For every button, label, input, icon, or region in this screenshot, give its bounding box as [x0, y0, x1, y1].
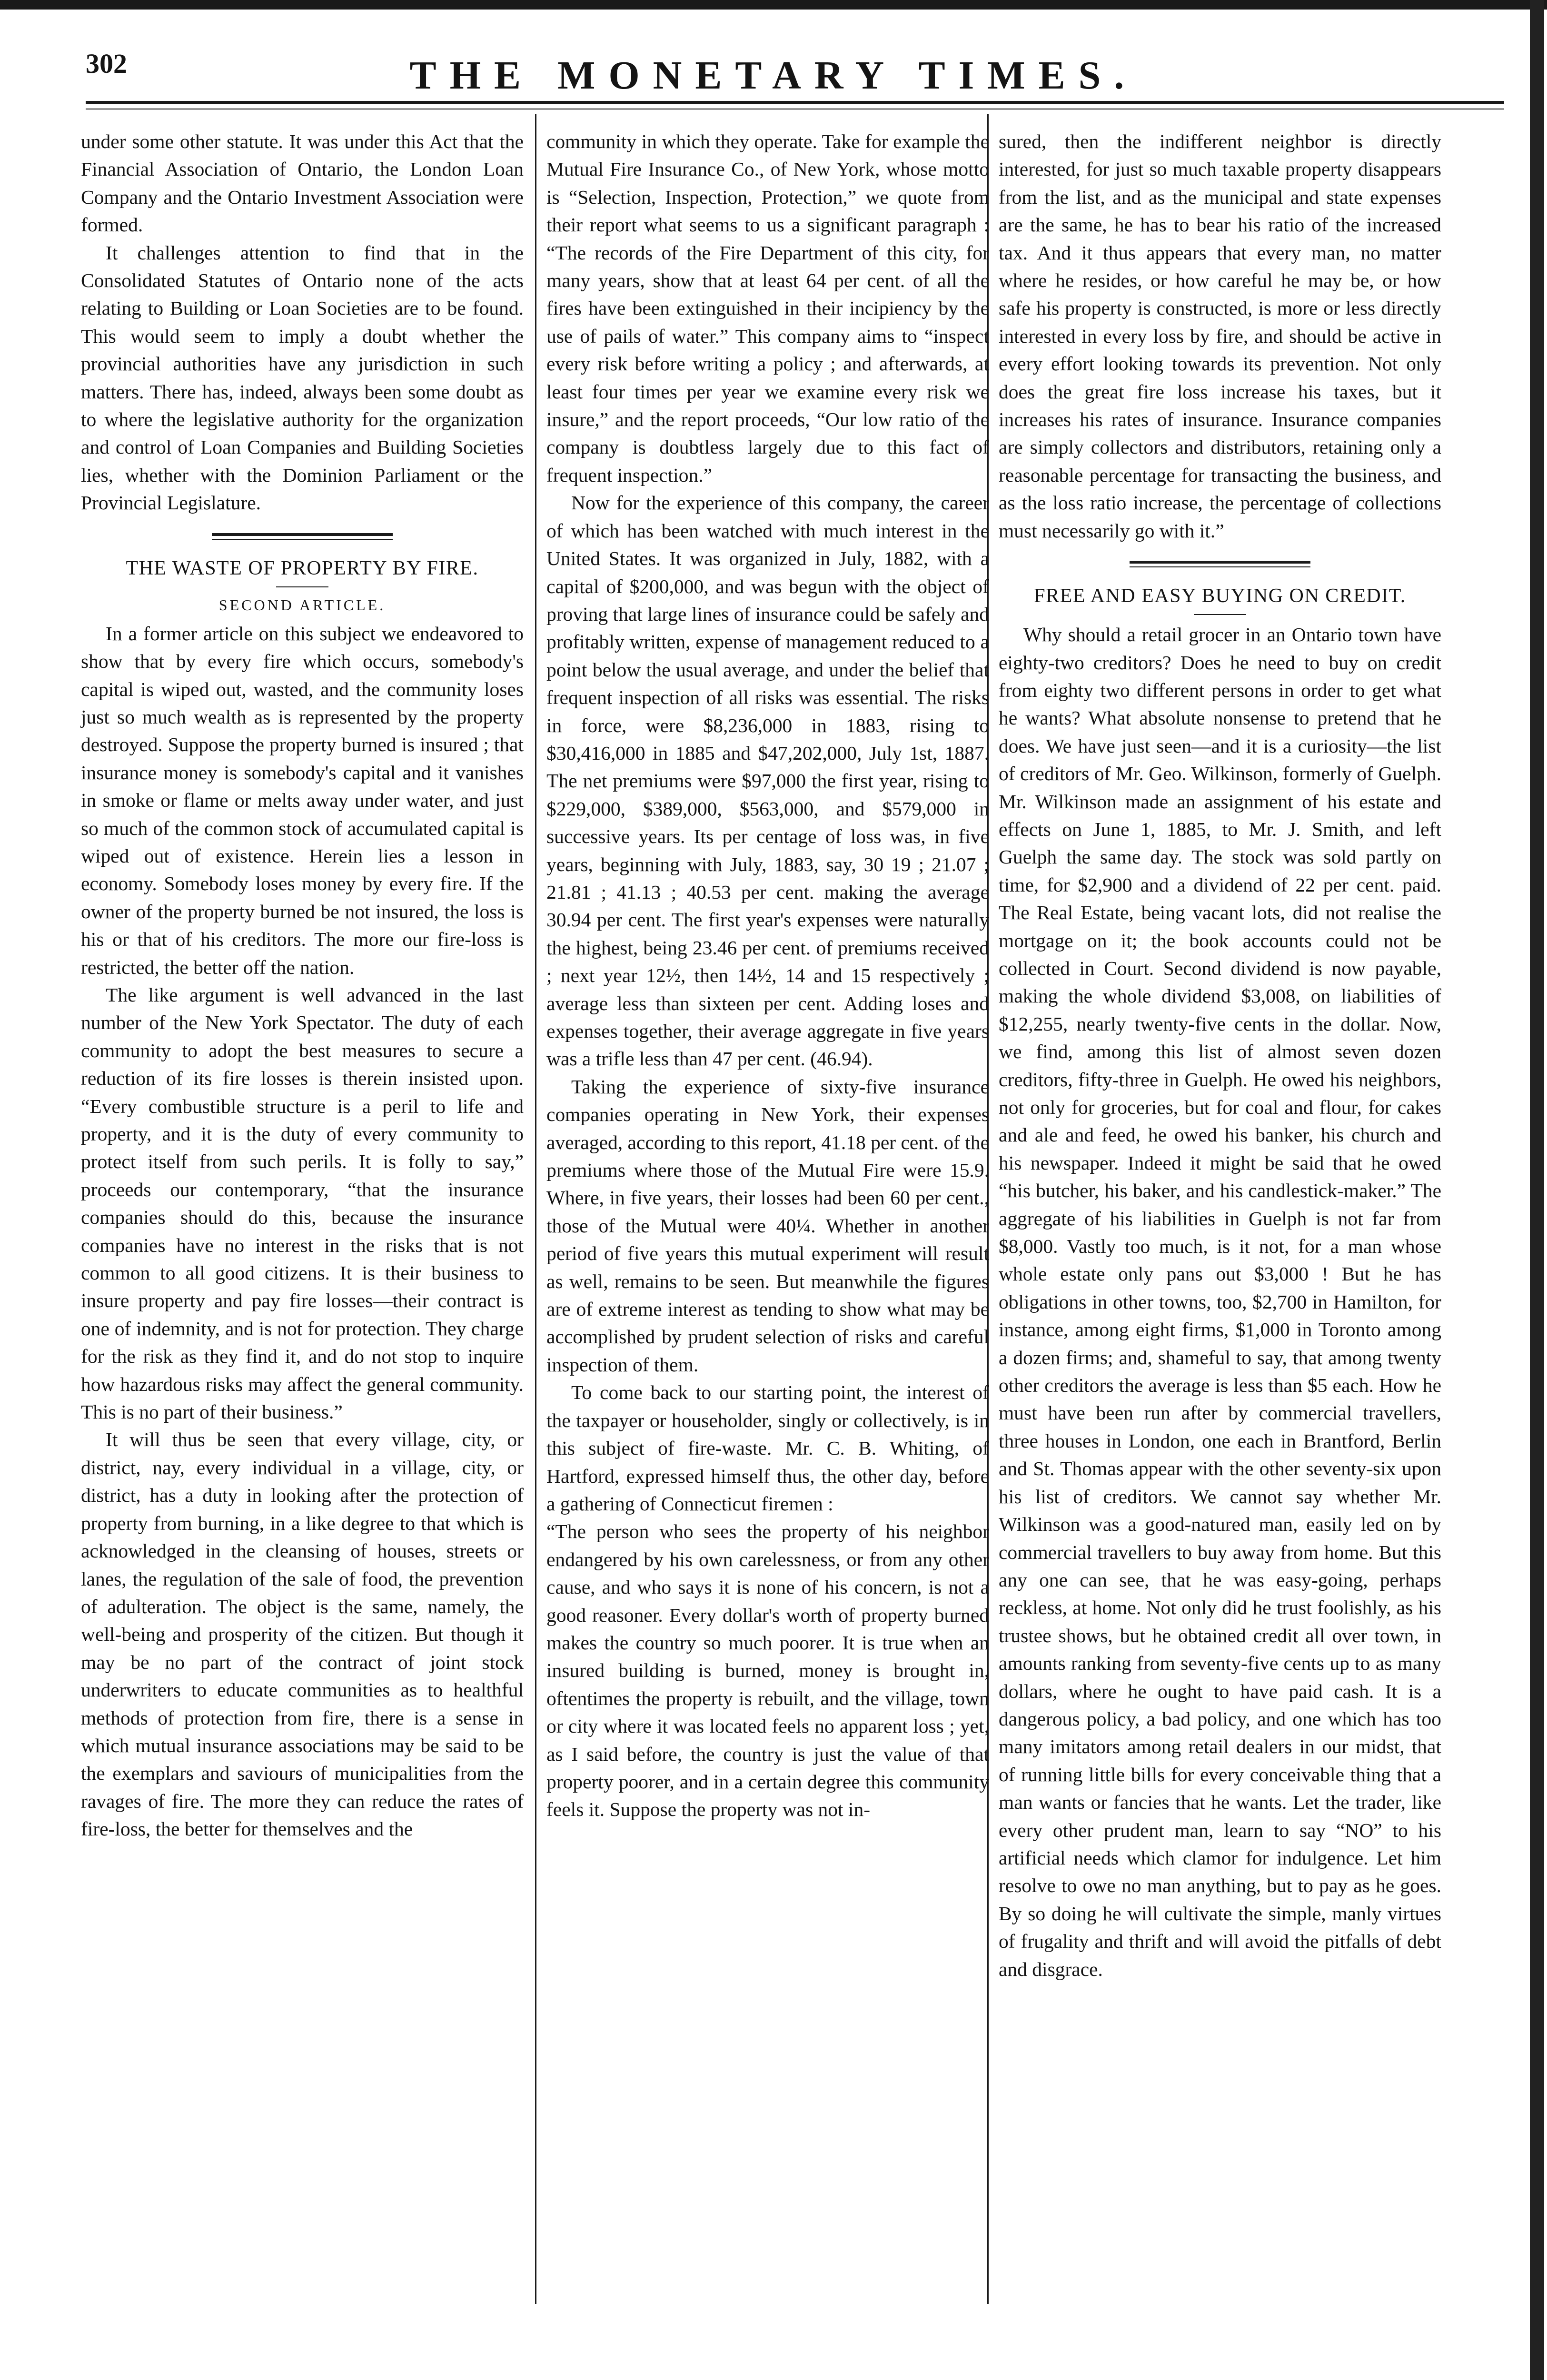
paragraph: To come back to our starting point, the interest of the taxpayer or householder, singly or collectively, is in this subject of fire-waste. Mr. C. B. Whiting, of Hartford, expressed himself thus, the other day, before a gathering of Connecticut firemen :: [546, 1381, 989, 1515]
paragraph: community in which they operate. Take for example the Mutual Fire Insurance Co., of New York, whose motto is “Selection, Inspection, Protection,” we quote from their report what seems to us a significant paragraph : “The records of the Fire Department of this city, for many years, show that at least 64 per cent. of all the fires have been extinguished in their incipiency by the use of pails of water.” This company aims to “inspect every risk before writing a policy ; and afterwards, at least four times per year we examine every risk we insure,” and the report proceeds, “Our low ratio of the company is doubtless largely due to this fact of frequent inspection.”: [546, 130, 989, 486]
column-1: [81, 128, 524, 1843]
paragraph: In a former article on this subject we endeavored to show that by every fire which occurs, somebody's capital is wiped out, wasted, and the community loses just so much wealth as is represented by the property destroyed. Suppose the property burned is insured ; that insurance money is somebody's capital and it vanishes in smoke or flame or melts away under water, and just so much of the common stock of accumulated capital is wiped out of existence. Herein lies a lesson in economy. Somebody loses money by every fire. If the owner of the property burned be not insured, the loss is his or that of his creditors. The more our fire-loss is restricted, the better off the nation.: [81, 622, 524, 978]
article-subtitle: SECOND ARTICLE.: [218, 596, 386, 614]
article-title: THE WASTE OF PROPERTY BY FIRE.: [126, 557, 479, 579]
quotation-paragraph: “The person who sees the property of his neighbor endangered by his own carelessness, or from any other cause, and who says it is none of his concern, is not a good reasoner. Every dollar's worth of property burned makes the country so much poorer. It is true when an insured building is burned, money is brought in, oftentimes the property is rebuilt, and the village, town or city where it was located feels no apparent loss ; yet, as I said before, the country is just the value of that property poorer, and in a certain degree this community feels it. Suppose the property was not in-: [546, 1520, 989, 1821]
column-divider: [535, 114, 536, 2304]
section-separator: [212, 533, 393, 540]
paragraph: The like argument is well advanced in the last number of the New York Spectator. The duty of each community to adopt the best measures to secure a reduction of its fire losses is therein insisted upon. “Every combustible structure is a peril to life and property, and it is the duty of every community to protect itself from such perils. It is folly to say,” proceeds our contemporary, “that the insurance companies should do this, because the insurance companies have no interest in the risks that is not common to all good citizens. It is their business to insure property and pay fire losses—their contract is one of indemnity, and is not for protection. They charge for the risk as they find it, and do not stop to inquire how hazardous risks may affect the general community. This is no part of their business.”: [81, 983, 524, 1423]
paragraph: under some other statute. It was under this Act that the Financial Association of Ontario, the London Loan Company and the Ontario Investment Association were formed.: [81, 130, 524, 236]
page-number: 302: [86, 48, 127, 79]
paragraph: sured, then the indifferent neighbor is directly interested, for just so much taxable property disappears from the list, and as the municipal and state expenses are the same, he has to bear his ratio of the increased tax. And it thus appears that every man, no matter where he resides, or how careful he may be, or how safe his property is constructed, is more or less directly interested in every loss by fire, and should be active in every effort looking towards its prevention. Not only does the great fire loss increase his taxes, but it increases his rates of insurance. Insurance companies are simply collectors and distributors, retaining only a reasonable percentage for transacting the business, and as the loss ratio increase, the percentage of collections must necessarily go with it.”: [999, 130, 1441, 542]
paragraph: Now for the experience of this company, the career of which has been watched with much interest in the United States. It was organized in July, 1882, with a capital of $200,000, and was begun with the object of proving that large lines of insurance could be safely and profitably written, expense of management reduced to a point below the usual average, and under the belief that frequent inspection of all risks was essential. The risks in force, were $8,236,000 in 1883, rising to $30,416,000 in 1885 and $47,202,000, July 1st, 1887. The net premiums were $97,000 the first year, rising to $229,000, $389,000, $563,000, and $579,000 in successive years. Its per centage of loss was, in five years, beginning with July, 1883, say, 30 19 ; 21.07 ; 21.81 ; 41.13 ; 40.53 per cent. making the average 30.94 per cent. The first year's expenses were naturally the highest, being 23.46 per cent. of premiums received ; next year 12½, then 14½, 14 and 15 respectively ; average less than sixteen per cent. Adding loses and expenses together, their average aggregate in five years was a trifle less than 47 per cent. (46.94).: [546, 492, 989, 1070]
paragraph: Why should a retail grocer in an Ontario town have eighty-two creditors? Does he need to buy on credit from eighty two different persons in order to get what he wants? What absolute nonsense to pretend that he does. We have just seen—and it is a curiosity—the list of creditors of Mr. Geo. Wilkinson, formerly of Guelph. Mr. Wilkinson made an assignment of his estate and effects on June 1, 1885, to Mr. J. Smith, and left Guelph the same day. The stock was sold partly on time, for $2,900 and a dividend of 22 per cent. paid. The Real Estate, being vacant lots, did not realise the mortgage on it; the book accounts could not be collected in Court. Second dividend is now payable, making the whole dividend $3,008, on liabilities of $12,255, nearly twenty-five cents in the dollar. Now, we find, among this list of almost seven dozen creditors, fifty-three in Guelph. He owed his neighbors, not only for groceries, but for coal and flour, for cakes and ale and feed, he owed his banker, his church and his newspaper. Indeed it might be said that he owed “his butcher, his baker, and his candlestick-maker.” The aggregate of his liabilities in Guelph is not far from $8,000. Vastly too much, is it not, for a man whose whole estate only pans out $3,000 ! But he has obligations in other towns, too, $2,700 in Hamilton, for instance, among eight firms, $1,000 in Toronto among a dozen firms; and, shameful to say, that among twenty other creditors the average is less than $5 each. How he must have been run after by commercial travellers, three houses in London, one each in Brantford, Berlin and St. Thomas appear with the other seventy-six upon his list of creditors. We cannot say whether Mr. Wilkinson was a good-natured man, easily led on by commercial travellers to buy away from home. But this any one can see, that he was easy-going, perhaps reckless, at home. Not only did he trust foolishly, as his trustee shows, but he obtained credit all over town, in amounts ranking from seventy-five cents up to as many dollars, where he ought to have paid cash. It is a dangerous policy, a bad policy, and one which has too many imitators among retail dealers in our midst, that of running little bills for every conceivable thing that a man wants or fancies that he wants. Let the trader, like every other prudent man, learn to say “NO” to his artificial needs which clamor for indulgence. Let him resolve to owe no man anything, but to pay as he goes. By so doing he will cultivate the simple, manly virtues of frugality and thrift and will avoid the pitfalls of debt and disgrace.: [999, 624, 1441, 1980]
paragraph: Taking the experience of sixty-five insurance companies operating in New York, their expenses averaged, according to this report, 41.18 per cent. of the premiums where those of the Mutual Fire were 15.9. Where, in five years, their losses had been 60 per cent., those of the Mutual were 40¼. Whether in another period of five years this mutual experiment will result as well, remains to be seen. But meanwhile the figures are of extreme interest as tending to show what may be accomplished by prudent selection of risks and careful inspection of them.: [546, 1075, 989, 1376]
page-top-edge: [0, 0, 1547, 10]
masthead-rule: [86, 101, 1504, 104]
article-title: FREE AND EASY BUYING ON CREDIT.: [1034, 585, 1406, 607]
paragraph: It challenges attention to find that in the Consolidated Statutes of Ontario none of the acts relating to Building or Loan Societies are to be found. This would seem to imply a doubt whether the provincial authorities have any jurisdiction in such matters. There has, indeed, always been some doubt as to where the legislative authority for the organization and control of Loan Companies and Building Societies lies, whether with the Dominion Parliament or the Provincial Legislature.: [81, 241, 524, 514]
masthead-title: THE MONETARY TIMES.: [409, 53, 1138, 98]
column-2: [546, 128, 989, 1824]
page-right-edge: [1530, 0, 1544, 2380]
title-rule: [276, 586, 328, 587]
section-separator: [1130, 561, 1310, 567]
title-rule: [1194, 614, 1246, 615]
column-3: [999, 128, 1441, 1983]
paragraph: It will thus be seen that every village, city, or district, nay, every individual in a village, city, or district, has a duty in looking after the protection of property from burning, in a like degree to that which is acknowledged in the cleansing of houses, streets or lanes, the regulation of the sale of food, the prevention of adulteration. The object is the same, namely, the well-being and prosperity of the citizen. But though it may be no part of the contract of joint stock underwriters to educate communities as to healthful methods of protection from fire, there is a sense in which mutual insurance associations may be said to be the exemplars and saviours of municipalities from the ravages of fire. The more they can reduce the rates of fire-loss, the better for themselves and the: [81, 1428, 524, 1840]
